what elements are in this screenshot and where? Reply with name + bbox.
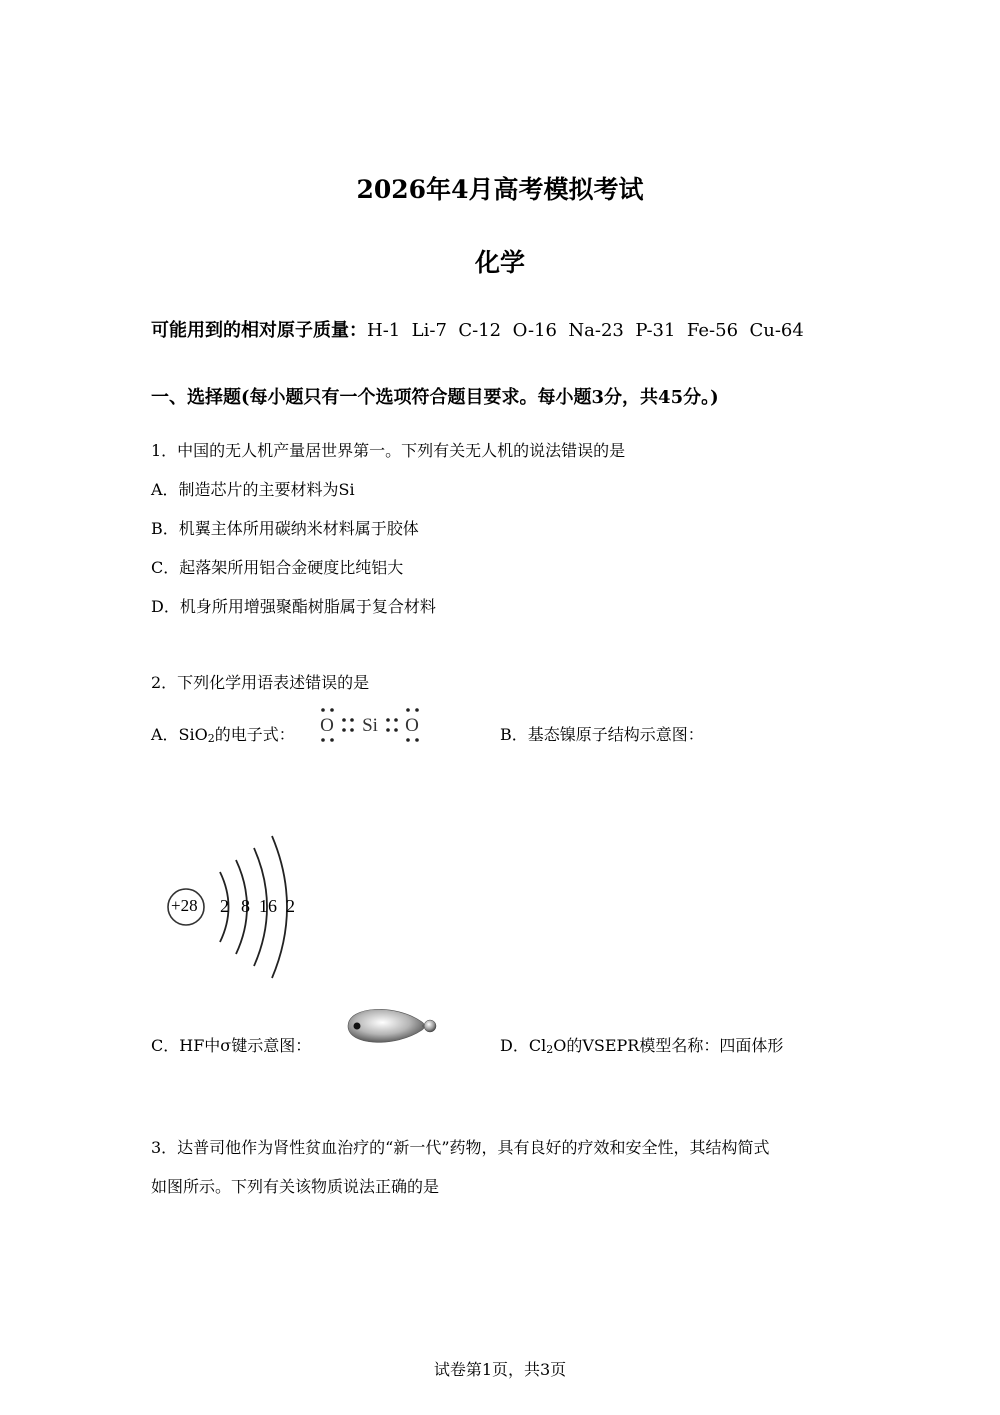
page-footer: 试卷第1页，共3页	[433, 1360, 567, 1379]
atomic-mass-line	[151, 316, 804, 342]
q1-stem: 1．中国的无人机产量居世界第一。下列有关无人机的说法错误的是	[151, 441, 626, 460]
nucleus-charge: +28	[171, 896, 198, 915]
q3-stem-line2: 如图所示。下列有关该物质说法正确的是	[151, 1177, 440, 1196]
q2-stem: 2．下列化学用语表述错误的是	[151, 673, 370, 692]
subject-title: 化学	[474, 248, 525, 277]
atomic-mass-label: 可能用到的相对原子质量：	[151, 320, 367, 341]
q3-stem-line1: 3．达普司他作为肾性贫血治疗的“新一代”药物，具有良好的疗效和安全性，其结构简式	[151, 1138, 770, 1157]
q2-option-b: B．基态镍原子结构示意图：	[500, 725, 704, 744]
lewis-right-o: O	[405, 715, 419, 736]
q1-option-a: A．制造芯片的主要材料为Si	[151, 480, 355, 499]
shell-count-1: 2	[220, 896, 229, 916]
nickel-atom-diagram	[160, 832, 310, 982]
section-heading: 一、选择题(每小题只有一个选项符合题目要求。每小题3分，共45分。)	[151, 387, 719, 408]
lewis-si: Si	[362, 715, 378, 736]
q1-option-b: B．机翼主体所用碳纳米材料属于胶体	[151, 519, 419, 538]
shell-count-2: 8	[241, 896, 250, 916]
hf-sigma-bond-image	[340, 1000, 445, 1050]
shell-count-3: 16	[259, 896, 277, 916]
q1-option-d: D．机身所用增强聚酯树脂属于复合材料	[151, 597, 436, 616]
q2-option-d: D．Cl2O的VSEPR模型名称：四面体形	[500, 1036, 784, 1056]
q1-option-c: C．起落架所用铝合金硬度比纯铝大	[151, 558, 404, 577]
q2-option-c: C．HF中σ键示意图：	[151, 1036, 312, 1055]
q2-option-a: A．SiO2的电子式：	[151, 725, 295, 745]
atomic-mass-values: H-1 Li-7 C-12 O-16 Na-23 P-31 Fe-56 Cu-64	[367, 320, 804, 341]
lewis-left-o: O	[320, 715, 334, 736]
sio2-lewis-structure	[312, 702, 432, 746]
exam-title: 2026年4月高考模拟考试	[356, 175, 644, 204]
shell-count-4: 2	[286, 896, 295, 916]
